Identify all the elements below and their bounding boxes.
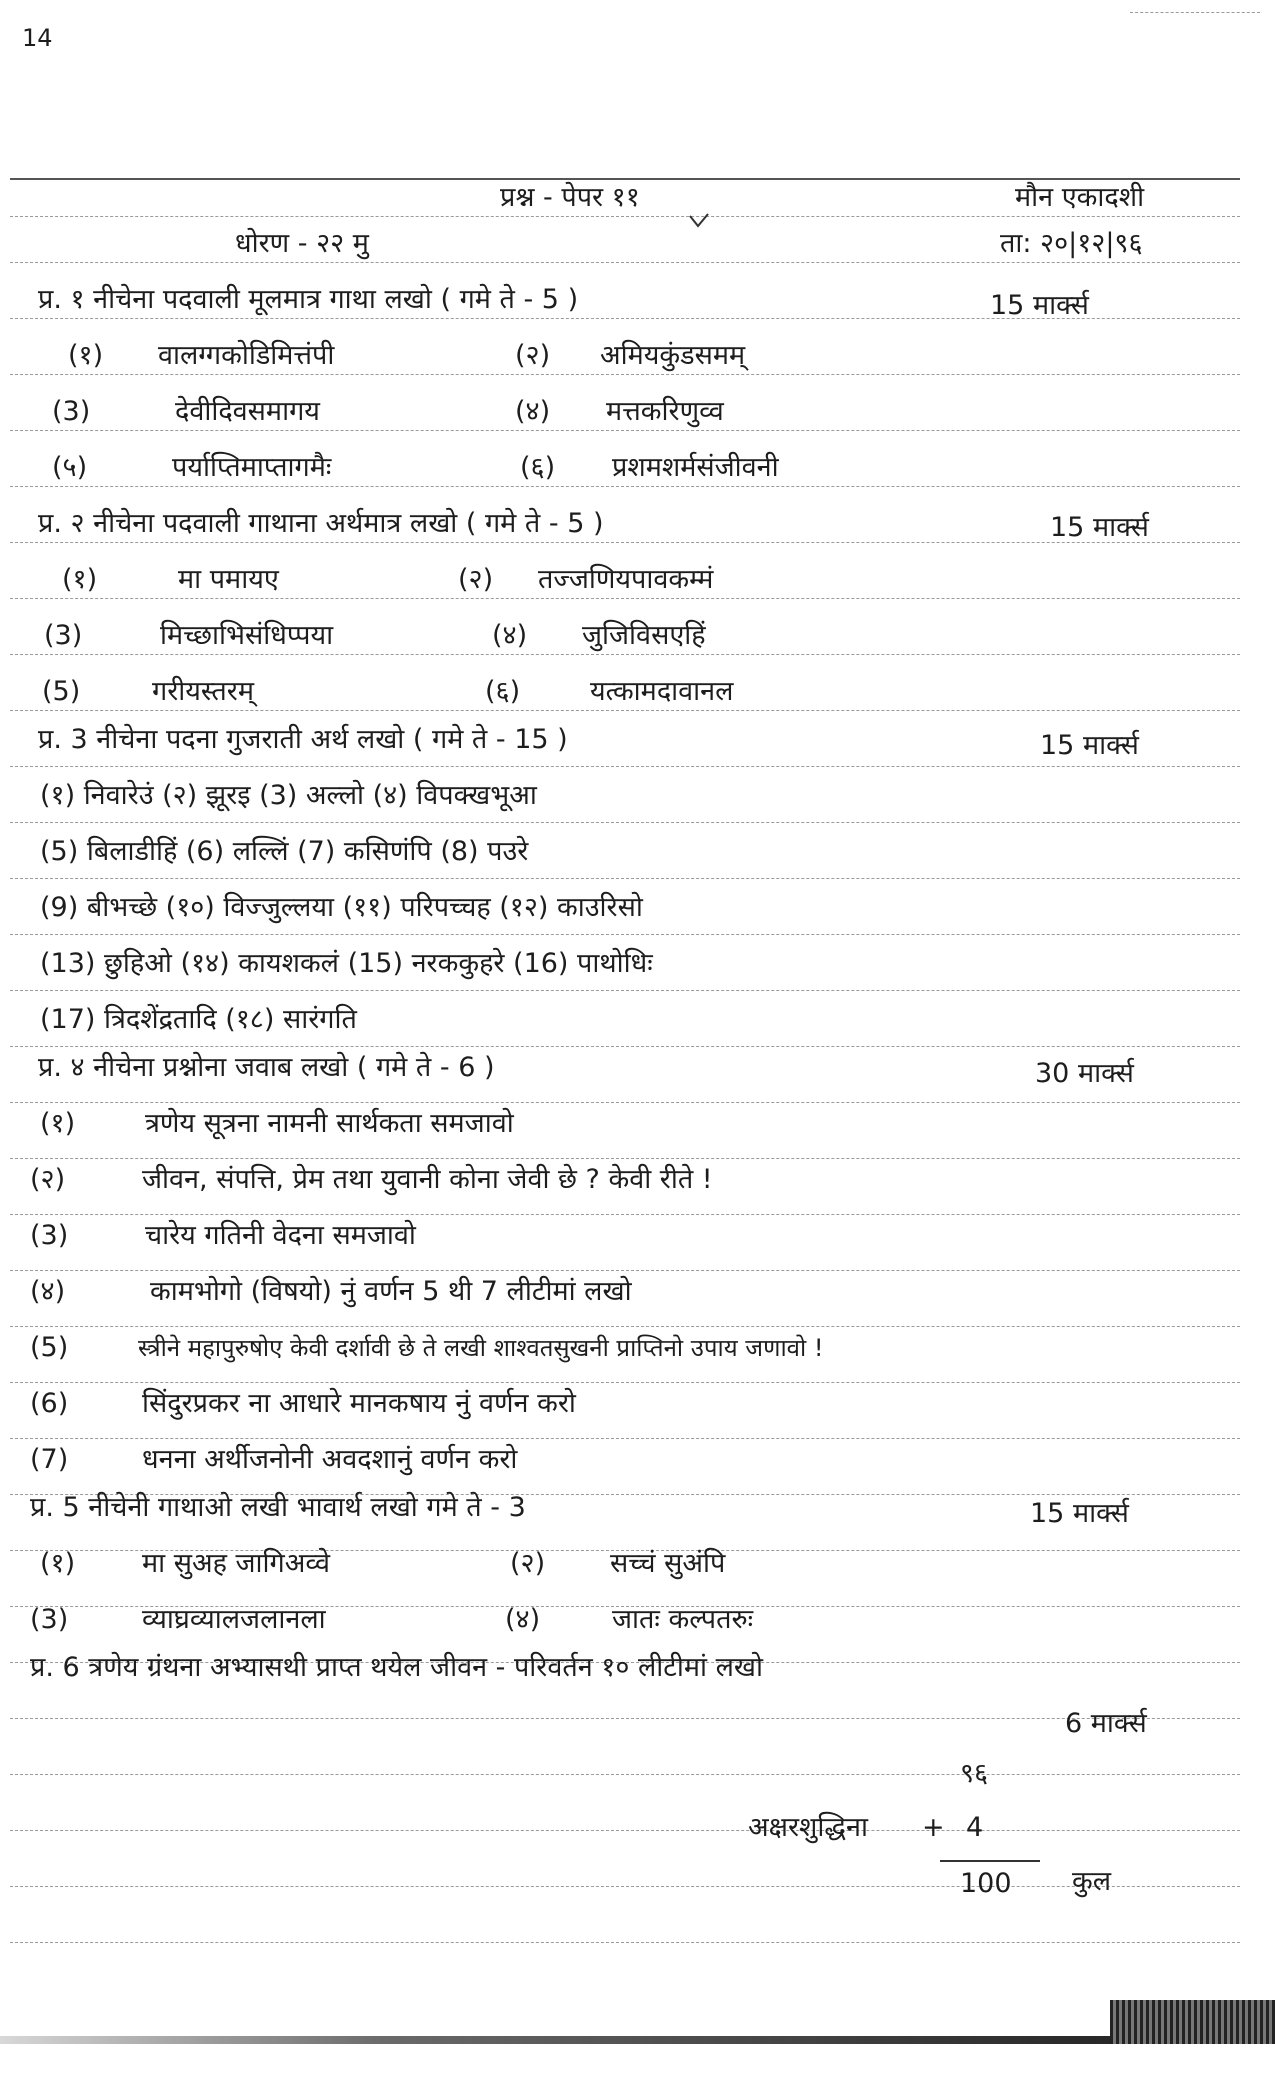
q3-word-line: (13) छुहिओ (१४) कायशकलं (15) नरककुहरे (16) पाथोधिः [40,948,653,979]
q4-item-num: (२) [30,1164,66,1195]
page-rule [10,1830,1240,1831]
q4-item-num: (5) [30,1332,69,1363]
q4-item-num: (7) [30,1444,69,1475]
q2-item-num: (१) [62,564,98,595]
page-rule [10,1158,1240,1159]
q2-item-text: मा पमायए [178,564,279,595]
page-rule [10,178,1240,180]
q1-item-num: (४) [515,396,551,427]
q4-item-num: (6) [30,1388,69,1419]
page-rule [10,598,1240,599]
handwriting-marks-label: अक्षरशुद्धिना [748,1812,868,1843]
q5-item-num: (४) [505,1604,541,1635]
page-rule [10,766,1240,767]
page-rule [10,1886,1240,1887]
page-rule [10,216,1240,217]
q1-heading: प्र. १ नीचेना पदवाली मूलमात्र गाथा लखो ( गमे ते - 5 ) [38,284,579,315]
q4-item-text: त्रणेय सूत्रना नामनी सार्थकता समजावो [145,1108,514,1139]
q6-heading: प्र. 6 त्रणेय ग्रंथना अभ्यासथी प्राप्त थयेल जीवन - परिवर्तन १० लीटीमां लखो [30,1652,763,1683]
q4-item-num: (१) [40,1108,76,1139]
q4-item-text: चारेय गतिनी वेदना समजावो [145,1220,416,1251]
q5-item-num: (१) [40,1548,76,1579]
subtotal: ९६ [960,1758,989,1789]
page-rule [10,822,1240,823]
q2-heading: प्र. २ नीचेना पदवाली गाथाना अर्थमात्र लखो ( गमे ते - 5 ) [38,508,604,539]
q4-item-text: कामभोगो (विषयो) नुं वर्णन 5 थी 7 लीटीमां लखो [150,1276,632,1307]
handwriting-marks: 4 [966,1812,984,1843]
total-underline [940,1860,1040,1862]
page-rule [10,1270,1240,1271]
page-rule [10,1214,1240,1215]
q2-item-text: गरीयस्तरम् [152,676,254,707]
occasion-label: मौन एकादशी [1015,182,1145,213]
q4-marks: 30 मार्क्स [1035,1058,1134,1089]
check-mark-icon [688,212,710,230]
page-rule [10,710,1240,711]
grand-total: 100 [960,1868,1012,1899]
q1-item-num: (५) [52,452,88,483]
q5-item-text: जातः कल्पतरुः [612,1604,754,1635]
plus-sign: + [922,1812,945,1843]
scan-edge [0,2036,1275,2044]
q4-item-num: (४) [30,1276,66,1307]
q1-item-text: अमियकुंडसमम् [600,340,746,371]
page-rule [10,1438,1240,1439]
q3-word-line: (१) निवारेउं (२) झूरइ (3) अल्लो (४) विपक्खभूआ [40,780,537,811]
page-rule [10,1774,1240,1775]
q2-item-text: यत्कामदावानल [590,676,734,707]
q2-item-num: (४) [492,620,528,651]
q1-marks: 15 मार्क्स [990,290,1089,321]
paper-title: प्रश्न - पेपर ११ [500,182,640,213]
q2-item-num: (२) [458,564,494,595]
q3-word-line: (17) त्रिदशेंद्रतादि (१८) सारंगति [40,1004,357,1035]
q4-item-text: धनना अर्थीजनोनी अवदशानुं वर्णन करो [142,1444,518,1475]
scan-edge [1110,2000,1275,2044]
page-rule [10,1942,1240,1943]
page-number: 14 [22,24,53,52]
page-rule [10,486,1240,487]
q6-marks: 6 मार्क्स [1065,1708,1147,1739]
q1-item-text: देवीदिवसमागय [175,396,320,427]
q5-marks: 15 मार्क्स [1030,1498,1129,1529]
page-rule [10,878,1240,879]
q1-item-num: (१) [68,340,104,371]
q1-item-num: (3) [52,396,91,427]
q1-item-text: प्रशमशर्मसंजीवनी [612,452,779,483]
q2-item-text: मिच्छाभिसंधिप्पया [160,620,334,651]
q1-item-num: (६) [520,452,556,483]
q2-marks: 15 मार्क्स [1050,512,1149,543]
q2-item-num: (3) [44,620,83,651]
class-label: धोरण - २२ मु [235,228,369,259]
q3-marks: 15 मार्क्स [1040,730,1139,761]
page-rule [10,934,1240,935]
q4-item-num: (3) [30,1220,69,1251]
page-rule [10,1102,1240,1103]
page-rule [10,1382,1240,1383]
q1-item-text: पर्याप्तिमाप्तागमैः [172,452,332,483]
q2-item-text: तज्जणियपावकम्मं [538,564,714,595]
q4-heading: प्र. ४ नीचेना प्रश्नोना जवाब लखो ( गमे ते - 6 ) [38,1052,495,1083]
exam-date: ता: २०|१२|९६ [1000,228,1143,259]
page-rule [10,1718,1240,1719]
q4-item-text: सिंदुरप्रकर ना आधारे मानकषाय नुं वर्णन करो [142,1388,576,1419]
page-rule [10,1046,1240,1047]
q1-item-text: वालग्गकोडिमित्तंपी [158,340,335,371]
q2-item-text: जुजिविसएहिं [582,620,706,651]
page-rule [10,1326,1240,1327]
q5-item-text: मा सुअह जागिअव्वे [142,1548,331,1579]
page-rule [10,654,1240,655]
q5-item-text: सच्चं सुअंपि [610,1548,726,1579]
q3-heading: प्र. 3 नीचेना पदना गुजराती अर्थ लखो ( गमे ते - 15 ) [38,724,568,755]
q3-word-line: (9) बीभच्छे (१०) विज्जुल्लया (११) परिपच्चह (१२) काउरिसो [40,892,643,923]
q5-item-num: (२) [510,1548,546,1579]
total-label: कुल [1072,1866,1112,1897]
page-rule [10,262,1240,263]
q3-word-line: (5) बिलाडीहिं (6) लल्लिं (7) कसिणंपि (8) पउरे [40,836,529,867]
q4-item-text: स्त्रीने महापुरुषोए केवी दर्शावी छे ते लखी शाश्वतसुखनी प्राप्तिनो उपाय जणावो ! [138,1334,824,1362]
q2-item-num: (5) [42,676,81,707]
q1-item-num: (२) [515,340,551,371]
q1-item-text: मत्तकरिणुव्व [606,396,724,427]
q2-item-num: (६) [485,676,521,707]
page-rule [1130,12,1260,13]
page-rule [10,374,1240,375]
q5-item-num: (3) [30,1604,69,1635]
page-rule [10,430,1240,431]
page-rule [10,990,1240,991]
q4-item-text: जीवन, संपत्ति, प्रेम तथा युवानी कोना जेवी छे ? केवी रीते ! [142,1164,713,1195]
q5-heading: प्र. 5 नीचेनी गाथाओ लखी भावार्थ लखो गमे ते - 3 [30,1492,526,1523]
q5-item-text: व्याघ्रव्यालजलानला [142,1604,326,1635]
